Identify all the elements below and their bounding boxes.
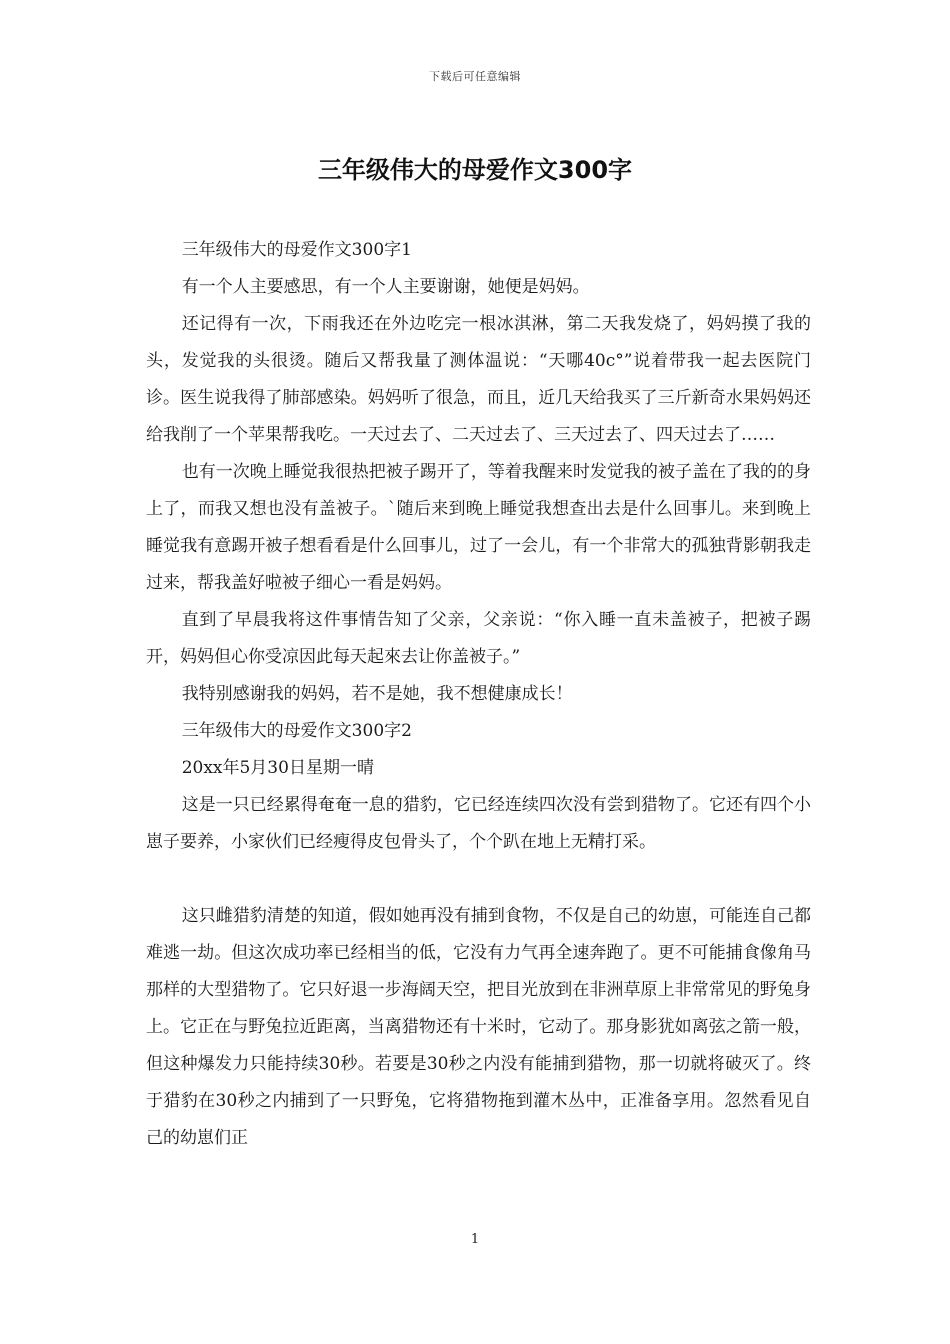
header-note: 下载后可任意编辑 — [429, 70, 521, 83]
paragraph: 有一个人主要感思，有一个人主要谢谢，她便是妈妈。 — [181, 277, 590, 297]
paragraph: 也有一次晚上睡觉我很热把被子踢开了，等着我醒来时发觉我的被子盖在了我的的身上了，而我又想也没有盖被子。`随后来到晚上睡觉我想查出去是什么回事儿。来到晚上睡觉我有意踢开被子想看看是什么回事儿，过了一会儿，有一个非常大的孤独背影朝我走过来，帮我盖好啦被子细心一看是妈妈。 — [146, 462, 811, 593]
diary-date: 20xx年5月30日星期一晴 — [181, 758, 374, 778]
section-heading-1: 三年级伟大的母爱作文300字1 — [181, 240, 412, 260]
document-title: 三年级伟大的母爱作文300字 — [317, 156, 633, 184]
section-heading-2: 三年级伟大的母爱作文300字2 — [181, 721, 412, 741]
page-number: 1 — [470, 1232, 480, 1247]
paragraph: 我特别感谢我的妈妈，若不是她，我不想健康成长！ — [181, 684, 573, 704]
paragraph: 这只雌猎豹清楚的知道，假如她再没有捕到食物，不仅是自己的幼崽，可能连自己都难逃一劫。但这次成功率已经相当的低，它没有力气再全速奔跑了。更不可能捕食像角马那样的大型猎物了。它只好退一步海阔天空，把目光放到在非洲草原上非常常见的野兔身上。它正在与野兔拉近距离，当离猎物还有十米时，它动了。那身影犹如离弦之箭一般，但这种爆发力只能持续30秒。若要是30秒之内没有能捕到猎物，那一切就将破灭了。终于猎豹在30秒之内捕到了一只野兔，它将猎物拖到灌木丛中，正准备享用。忽然看见自己的幼崽们正 — [146, 906, 811, 1148]
document-body — [146, 232, 811, 1157]
paragraph: 还记得有一次，下雨我还在外边吃完一根冰淇淋，第二天我发烧了，妈妈摸了我的头，发觉我的头很烫。随后又帮我量了测体温说：“天哪40c°”说着带我一起去医院门诊。医生说我得了肺部感染。妈妈听了很急，而且，近几天给我买了三斤新奇水果妈妈还给我削了一个苹果帮我吃。一天过去了、二天过去了、三天过去了、四天过去了…… — [146, 314, 811, 445]
paragraph: 这是一只已经累得奄奄一息的猎豹，它已经连续四次没有尝到猎物了。它还有四个小崽子要养，小家伙们已经瘦得皮包骨头了，个个趴在地上无精打采。 — [146, 795, 811, 852]
paragraph: 直到了早晨我将这件事情告知了父亲，父亲说：“你入睡一直未盖被子，把被子踢开，妈妈但心你受凉因此每天起來去让你盖被子。” — [146, 610, 811, 667]
blank-line — [146, 861, 811, 898]
